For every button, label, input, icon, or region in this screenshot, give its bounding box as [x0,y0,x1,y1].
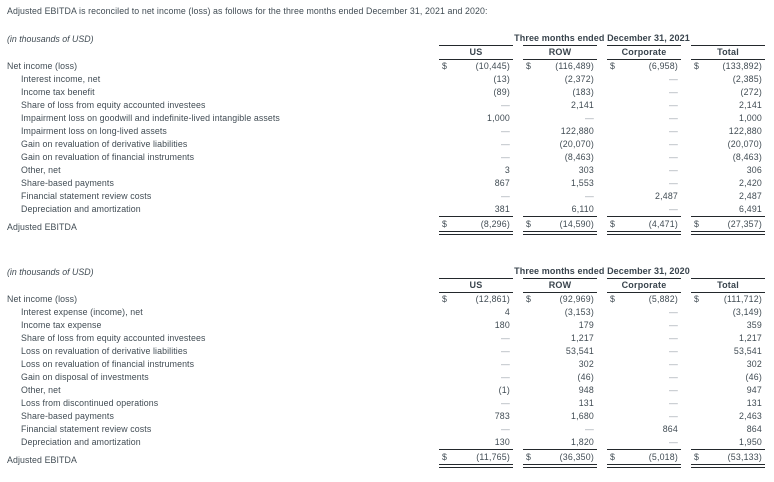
currency-symbol: $ [610,452,616,462]
cell-value: 381 [494,204,510,214]
cell-value: 179 [578,320,594,330]
table-row [7,384,765,397]
cell-value: — [669,152,678,162]
value-cell [439,112,513,125]
cell-value: (13) [493,74,510,84]
table-row [7,138,765,151]
table-row [7,293,765,306]
row-label: Share of loss from equity accounted investees [21,333,206,343]
cell-value: (6,958) [648,61,678,71]
value-cell [607,73,681,86]
value-cell [607,306,681,319]
row-label: Adjusted EBITDA [7,222,77,232]
currency-symbol: $ [526,452,532,462]
value-cell [607,332,681,345]
row-label: Adjusted EBITDA [7,455,77,465]
cell-value: 4 [504,307,510,317]
value-cell [523,73,597,86]
cell-value: (20,070) [727,139,762,149]
value-cell [607,384,681,397]
cell-value: 53,541 [565,346,594,356]
cell-value: (3,153) [564,307,594,317]
column-header: Total [691,278,765,293]
cell-value: — [669,411,678,421]
cell-value: — [501,191,510,201]
row-label: Share-based payments [21,411,114,421]
cell-value: 2,141 [570,100,594,110]
value-cell [607,436,681,449]
cell-value: (14,590) [559,219,594,229]
cell-value: — [669,359,678,369]
table-row [7,423,765,436]
cell-value: 131 [746,398,762,408]
value-cell [523,332,597,345]
value-cell [607,177,681,190]
value-cell [607,125,681,138]
value-cell [439,125,513,138]
cell-value: (2,385) [732,74,762,84]
table-row [7,319,765,332]
value-cell [439,319,513,332]
value-cell [439,151,513,164]
cell-value: — [501,126,510,136]
row-label: Income tax benefit [21,87,95,97]
value-cell [691,384,765,397]
cell-value: — [669,346,678,356]
value-cell [607,449,681,468]
value-cell [607,60,681,73]
value-cell [439,436,513,449]
cell-value: — [669,437,678,447]
value-cell [439,410,513,423]
table-row [7,164,765,177]
value-cell [439,216,513,235]
column-header: US [439,278,513,293]
cell-value: (8,296) [480,219,510,229]
cell-value: 302 [746,359,762,369]
value-cell [691,125,765,138]
value-cell [439,449,513,468]
table-row [7,332,765,345]
table-row [7,345,765,358]
value-cell [607,86,681,99]
cell-value: 864 [662,424,678,434]
row-label: Depreciation and amortization [21,204,141,214]
value-cell [691,306,765,319]
value-cell [523,384,597,397]
cell-value: (2,372) [564,74,594,84]
value-cell [523,436,597,449]
row-label: Share of loss from equity accounted investees [21,100,206,110]
value-cell [691,60,765,73]
cell-value: (5,882) [648,294,678,304]
currency-symbol: $ [694,61,700,71]
row-label: Loss from discontinued operations [21,398,159,408]
cell-value: (89) [493,87,510,97]
value-cell [523,358,597,371]
table-row [7,358,765,371]
table-row [7,99,765,112]
value-cell [607,397,681,410]
cell-value: — [501,346,510,356]
table-row [7,60,765,73]
table-row [7,177,765,190]
cell-value: (4,471) [648,219,678,229]
cell-value: (46) [577,372,594,382]
value-cell [691,371,765,384]
value-cell [607,371,681,384]
value-cell [523,319,597,332]
column-header: ROW [523,278,597,293]
period-header: Three months ended December 31, 2021 [514,33,690,43]
cell-value: 359 [746,320,762,330]
cell-value: (92,969) [559,294,594,304]
row-label: Financial statement review costs [21,191,152,201]
cell-value: — [501,333,510,343]
cell-value: 783 [494,411,510,421]
value-cell [523,190,597,203]
row-label: Gain on revaluation of derivative liabilities [21,139,188,149]
value-cell [691,86,765,99]
row-label: Gain on disposal of investments [21,372,149,382]
cell-value: 1,820 [570,437,594,447]
currency-symbol: $ [526,61,532,71]
currency-symbol: $ [610,294,616,304]
cell-value: 1,000 [738,113,762,123]
cell-value: — [669,165,678,175]
value-cell [691,99,765,112]
cell-value: — [585,113,594,123]
cell-value: (20,070) [559,139,594,149]
cell-value: 122,880 [728,126,762,136]
cell-value: 6,491 [738,204,762,214]
value-cell [607,345,681,358]
cell-value: — [585,424,594,434]
value-cell [439,371,513,384]
currency-symbol: $ [694,294,700,304]
value-cell [523,216,597,235]
table-row [7,73,765,86]
value-cell [691,164,765,177]
cell-value: — [669,100,678,110]
value-cell [439,306,513,319]
cell-value: (8,463) [732,152,762,162]
value-cell [439,358,513,371]
value-cell [607,293,681,306]
value-cell [523,410,597,423]
value-cell [691,319,765,332]
cell-value: 2,420 [738,178,762,188]
cell-value: (12,861) [475,294,510,304]
value-cell [439,138,513,151]
cell-value: — [501,100,510,110]
currency-symbol: $ [442,61,448,71]
value-cell [691,177,765,190]
row-label: Impairment loss on long-lived assets [21,126,167,136]
table-row [7,203,765,216]
cell-value: — [669,178,678,188]
value-cell [439,203,513,216]
cell-value: 122,880 [560,126,594,136]
cell-value: — [585,191,594,201]
row-label: Net income (loss) [7,61,78,71]
cell-value: 864 [746,424,762,434]
cell-value: — [669,126,678,136]
value-cell [439,293,513,306]
currency-symbol: $ [442,452,448,462]
cell-value: — [669,333,678,343]
cell-value: — [669,385,678,395]
row-label: Loss on revaluation of financial instruments [21,359,195,369]
row-label: Depreciation and amortization [21,437,141,447]
cell-value: 947 [746,385,762,395]
value-cell [691,190,765,203]
cell-value: 1,553 [570,178,594,188]
period-header: Three months ended December 31, 2020 [514,266,690,276]
cell-value: — [501,372,510,382]
table-row [7,190,765,203]
value-cell [523,112,597,125]
value-cell [439,397,513,410]
cell-value: 303 [578,165,594,175]
cell-value: (53,133) [727,452,762,462]
value-cell [691,397,765,410]
column-header: Corporate [607,278,681,293]
intro-text: Adjusted EBITDA is reconciled to net income (loss) as follows for the three months ended December 31, 2021 and 2020: [7,6,488,16]
value-cell [439,345,513,358]
value-cell [523,151,597,164]
cell-value: 867 [494,178,510,188]
value-cell [439,190,513,203]
value-cell [439,86,513,99]
value-cell [691,138,765,151]
cell-value: (27,357) [727,219,762,229]
cell-value: — [501,152,510,162]
cell-value: (272) [740,87,762,97]
currency-symbol: $ [526,219,532,229]
value-cell [691,73,765,86]
row-label: Interest expense (income), net [21,307,143,317]
currency-symbol: $ [442,219,448,229]
value-cell [691,358,765,371]
value-cell [607,112,681,125]
value-cell [607,358,681,371]
value-cell [439,99,513,112]
value-cell [691,293,765,306]
table-row [7,86,765,99]
table-header-row [7,263,765,278]
cell-value: — [669,204,678,214]
cell-value: 6,110 [571,204,594,214]
cell-value: — [669,74,678,84]
value-cell [607,151,681,164]
table-row [7,371,765,384]
row-label: Other, net [21,165,61,175]
cell-value: 180 [494,320,510,330]
total-row [7,216,765,232]
value-cell [439,164,513,177]
cell-value: — [501,398,510,408]
value-cell [523,203,597,216]
value-cell [691,112,765,125]
value-cell [523,371,597,384]
value-cell [523,138,597,151]
value-cell [691,423,765,436]
value-cell [691,332,765,345]
value-cell [607,138,681,151]
value-cell [523,306,597,319]
table-row [7,306,765,319]
cell-value: — [501,359,510,369]
reconciliation-table [7,263,765,465]
units-label: (in thousands of USD) [7,267,94,277]
cell-value: — [669,307,678,317]
cell-value: 2,487 [738,191,762,201]
cell-value: 948 [578,385,594,395]
value-cell [691,436,765,449]
cell-value: 306 [746,165,762,175]
total-row [7,449,765,465]
cell-value: 1,217 [570,333,594,343]
value-cell [607,216,681,235]
row-label: Other, net [21,385,61,395]
value-cell [691,216,765,235]
cell-value: 2,463 [738,411,762,421]
cell-value: (8,463) [564,152,594,162]
cell-value: (5,018) [648,452,678,462]
cell-value: — [669,113,678,123]
currency-symbol: $ [526,294,532,304]
value-cell [523,449,597,468]
column-header-row [7,278,765,293]
value-cell [691,203,765,216]
tables-container [7,30,774,465]
cell-value: 2,487 [654,191,678,201]
cell-value: (3,149) [732,307,762,317]
column-header-row [7,45,765,60]
value-cell [607,164,681,177]
value-cell [439,177,513,190]
cell-value: 302 [578,359,594,369]
cell-value: (11,765) [476,452,510,462]
cell-value: 1,217 [738,333,762,343]
table-row [7,112,765,125]
value-cell [439,423,513,436]
reconciliation-table [7,30,765,232]
column-header: Total [691,45,765,60]
value-cell [607,423,681,436]
row-label: Financial statement review costs [21,424,152,434]
cell-value: (46) [745,372,762,382]
currency-symbol: $ [694,452,700,462]
value-cell [439,73,513,86]
value-cell [523,345,597,358]
currency-symbol: $ [442,294,448,304]
table-header-row [7,30,765,45]
value-cell [523,60,597,73]
cell-value: (183) [572,87,594,97]
cell-value: 131 [578,398,594,408]
cell-value: 3 [504,165,510,175]
cell-value: 53,541 [733,346,762,356]
value-cell [523,293,597,306]
cell-value: 1,680 [570,411,594,421]
cell-value: (36,350) [559,452,594,462]
currency-symbol: $ [694,219,700,229]
value-cell [523,164,597,177]
value-cell [523,99,597,112]
row-label: Loss on revaluation of derivative liabilities [21,346,188,356]
cell-value: — [501,424,510,434]
cell-value: — [669,139,678,149]
units-label: (in thousands of USD) [7,34,94,44]
row-label: Impairment loss on goodwill and indefinite-lived intangible assets [21,113,280,123]
table-row [7,397,765,410]
value-cell [607,190,681,203]
value-cell [523,397,597,410]
table-row [7,151,765,164]
cell-value: — [669,372,678,382]
cell-value: — [669,87,678,97]
column-header: Corporate [607,45,681,60]
table-row [7,410,765,423]
cell-value: (10,445) [475,61,510,71]
value-cell [691,449,765,468]
cell-value: — [669,320,678,330]
column-header: ROW [523,45,597,60]
value-cell [607,203,681,216]
value-cell [439,332,513,345]
table-row [7,436,765,449]
cell-value: 2,141 [738,100,762,110]
cell-value: — [669,398,678,408]
cell-value: (111,712) [723,294,762,304]
row-label: Net income (loss) [7,294,78,304]
cell-value: — [501,139,510,149]
value-cell [439,60,513,73]
currency-symbol: $ [610,61,616,71]
value-cell [523,177,597,190]
value-cell [523,423,597,436]
currency-symbol: $ [610,219,616,229]
value-cell [691,151,765,164]
cell-value: 130 [494,437,510,447]
row-label: Gain on revaluation of financial instruments [21,152,195,162]
value-cell [523,86,597,99]
value-cell [691,410,765,423]
cell-value: (116,489) [555,61,594,71]
value-cell [607,319,681,332]
value-cell [439,384,513,397]
row-label: Share-based payments [21,178,114,188]
value-cell [607,410,681,423]
table-row [7,125,765,138]
row-label: Income tax expense [21,320,102,330]
cell-value: 1,950 [738,437,762,447]
row-label: Interest income, net [21,74,101,84]
value-cell [691,345,765,358]
cell-value: (133,892) [722,61,762,71]
cell-value: 1,000 [486,113,510,123]
cell-value: (1) [498,385,510,395]
value-cell [607,99,681,112]
column-header: US [439,45,513,60]
value-cell [523,125,597,138]
